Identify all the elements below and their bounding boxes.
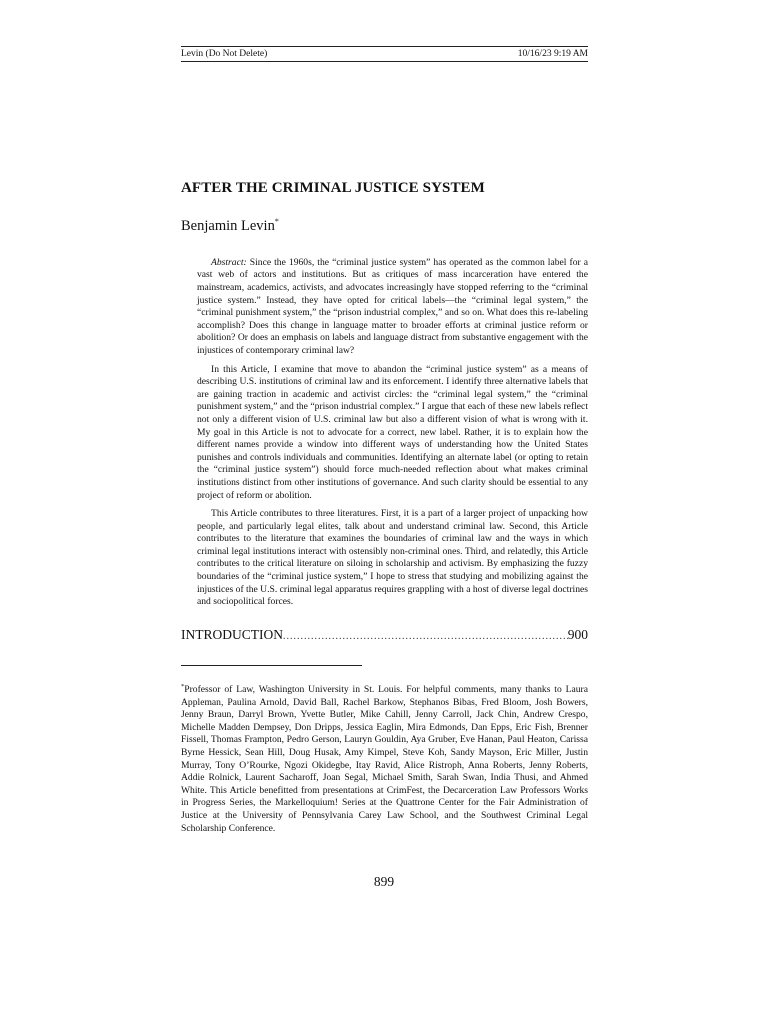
running-header [181, 46, 588, 62]
article-title: AFTER THE CRIMINAL JUSTICE SYSTEM [181, 180, 485, 196]
author-line [181, 217, 588, 235]
abstract-paragraph-2: In this Article, I examine that move to abandon the “criminal justice system” as a means of describing U.S. institutions of criminal law and its enforcement. I identify three alternative labels that are gaining traction in academic and activist circles: the “criminal legal system,” the “criminal punishment system,” and the “prison industrial complex.” I argue that each of these new labels reflect not only a different vision of U.S. criminal law but also a different vision of what is wrong with it. My goal in this Article is not to advocate for a correct, new label. Rather, it is to explain how the different names provide a window into different ways of understanding how the United States punishes and controls individuals and communities. Identifying an alternate label (or opting to retain the “criminal justice system”) should force much-needed reflection about what makes criminal institutions distinct from other institutions of governance. And such clarity should be essential to any project of reform or abolition. [197, 363, 588, 501]
header-left: Levin (Do Not Delete) [181, 49, 268, 59]
document-page [181, 46, 588, 835]
footnote-divider [181, 665, 362, 666]
author-name: Benjamin Levin [181, 217, 275, 234]
abstract-label: Abstract: [211, 256, 247, 268]
footnote-mark: * [181, 682, 185, 690]
author-footnote-mark[interactable]: * [274, 217, 279, 226]
abstract-paragraph-1 [197, 257, 588, 358]
abstract-paragraph-3: This Article contributes to three literatures. First, it is a part of a larger project of unpacking how people, and particularly legal elites, talk about and understand criminal law. Second, this Article contributes to the literature that examines the boundaries of criminal law and the ways in which criminal legal institutions interact with ostensibly non-criminal ones. Third, and relatedly, this Article contributes to the critical literature on siloing in scholarship and activism. By emphasizing the fuzzy boundaries of the “criminal justice system,” I hope to stress that studying and mobilizing against the injustices of the U.S. criminal legal apparatus requires grappling with a host of diverse legal doctrines and sociopolitical forces. [197, 508, 588, 608]
abstract-text-1: Since the 1960s, the “criminal justice system” has operated as the common label for a vast web of actors and institutions. But as critiques of mass incarceration have entered the mainstream, academics, activists, and advocates increasingly have stopped referring to the “criminal justice system.” Instead, they have opted for critical labels—the “criminal legal system,” the “criminal punishment system,” the “prison industrial complex,” and so on. What does this re-labeling accomplish? Does this change in language matter to broader efforts at criminal justice reform or abolition? Or does an emphasis on labels and language distract from substantive engagement with the injustices of contemporary criminal law? [197, 256, 588, 356]
abstract [181, 257, 588, 609]
page-number: 899 [373, 874, 395, 889]
toc-leader-dots [283, 631, 568, 642]
toc-entry-introduction[interactable] [181, 627, 588, 643]
header-right: 10/16/23 9:19 AM [517, 49, 588, 59]
toc-page: 900 [567, 626, 588, 642]
toc-label: INTRODUCTION [181, 626, 283, 642]
footnote [181, 681, 588, 835]
footnote-text: Professor of Law, Washington University in St. Louis. For helpful comments, many thanks to Laura Appleman, Paulina Arnold, David Ball, Rachel Barkow, Stephanos Bibas, Fred Bloom, Josh Bowers, Jenny Braun, Darryl Brown, Yvette Butler, Mike Cahill, Jenny Carroll, Jack Chin, Andrew Crespo, Michelle Madden Dempsey, Don Dripps, Jessica Eaglin, Mira Edmonds, Dan Epps, Eric Fish, Brenner Fissell, Thomas Frampton, Pedro Gerson, Lauryn Gouldin, Aya Gruber, Eve Hanan, Paul Heaton, Carissa Byrne Hessick, Sean Hill, Doug Husak, Amy Kimpel, Steve Koh, Sandy Mayson, Eric Miller, Justin Murray, Tony O’Rourke, Ngozi Okidegbe, Itay Ravid, Alice Ristroph, Anna Roberts, Jenny Roberts, Addie Rolnick, Laurent Sacharoff, Joan Segal, Michael Smith, Sarah Swan, India Thusi, and Ahmed White. This Article benefitted from presentations at CrimFest, the Decarceration Law Professors Works in Progress Series, the Markelloquium! Series at the Quattrone Center for the Fair Administration of Justice at the University of Pennsylvania Carey Law School, and the Southwest Criminal Legal Scholarship Conference. [181, 684, 588, 834]
